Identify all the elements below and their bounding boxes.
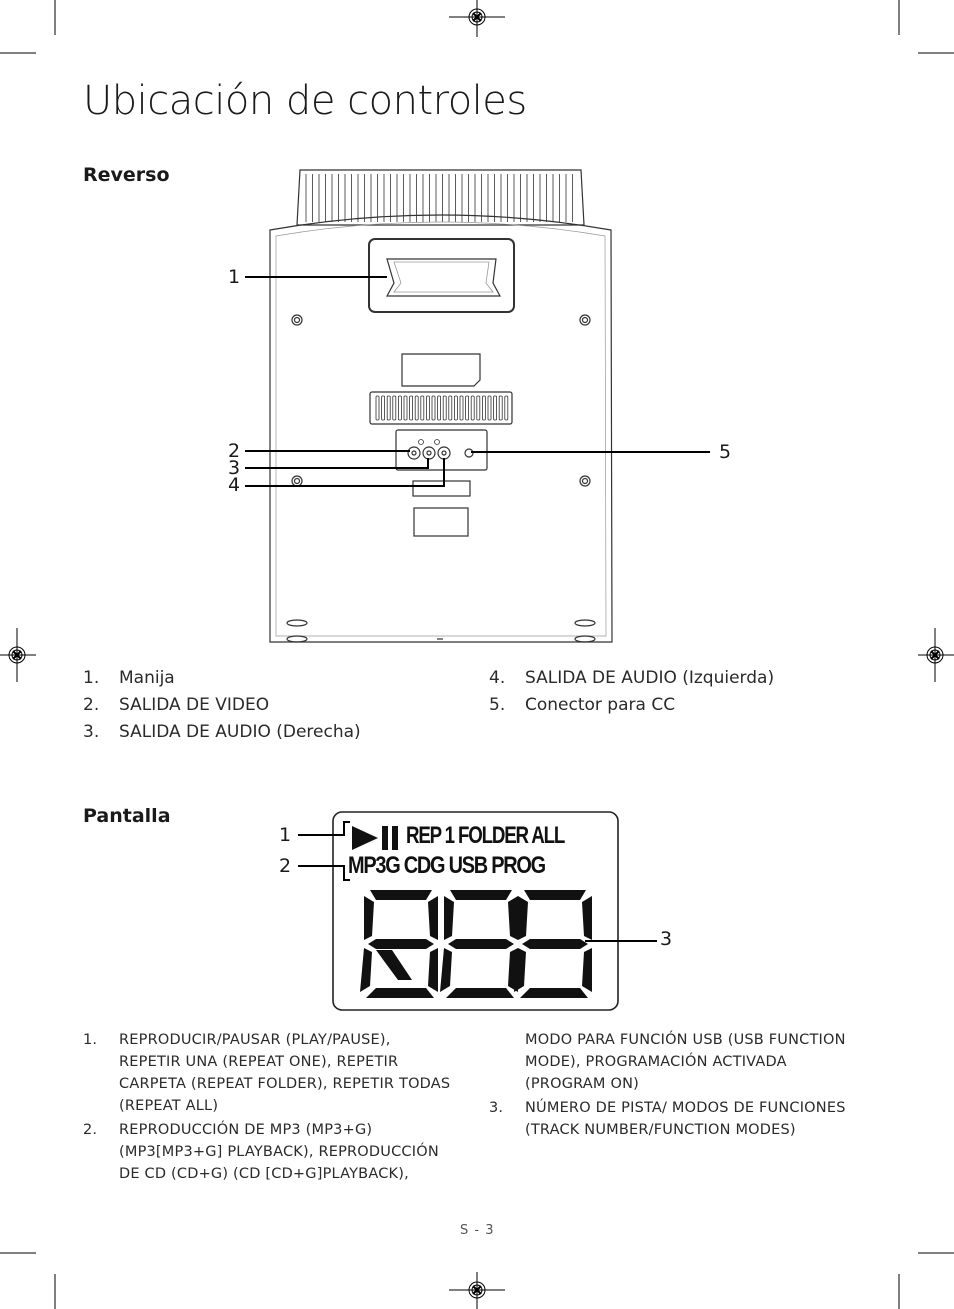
list-item: 1. Manija xyxy=(83,668,175,688)
list-item: 2. SALIDA DE VIDEO xyxy=(83,695,270,715)
lcd-row-1: REP 1 FOLDER ALL xyxy=(406,822,565,849)
list-item: 5. Conector para CC xyxy=(489,695,676,715)
page-number: S - 3 xyxy=(460,1223,495,1238)
display-list-right: MODO PARA FUNCIÓN USB (USB FUNCTION MODE), PROGRAMACIÓN ACTIVADA (PROGRAM ON) 3. NÚMERO DE PISTA/ MODOS DE FUNCIONES (TRACK NUMBER/FUNCTION MODES) xyxy=(489,1032,846,1138)
lcd-row-2: MP3G CDG USB PROG xyxy=(348,852,545,879)
rear-callout-3: 3 xyxy=(228,457,241,479)
display-list-left: 1. REPRODUCIR/PAUSAR (PLAY/PAUSE), REPETIR UNA (REPEAT ONE), REPETIR CARPETA (REPEAT FOLDER), REPETIR TODAS (REPEAT ALL) 2. REPRODUCCIÓN DE MP3 (MP3+G) (MP3[MP3+G] PLAYBACK), REPRODUCCIÓN DE CD (CD+G) (CD [CD+G]PLAYBACK), xyxy=(83,1032,451,1182)
display-heading: Pantalla xyxy=(83,805,171,827)
list-item: 3. SALIDA DE AUDIO (Derecha) xyxy=(83,722,361,742)
rear-callout-1: 1 xyxy=(228,266,241,288)
display-callout-1: 1 xyxy=(279,824,292,846)
rear-heading: Reverso xyxy=(83,164,170,186)
rear-callout-5: 5 xyxy=(719,441,732,463)
display-callout-2: 2 xyxy=(279,855,292,877)
rear-callout-4: 4 xyxy=(228,474,241,496)
rear-callout-2: 2 xyxy=(228,440,241,462)
display-callout-3: 3 xyxy=(660,928,673,950)
page-title: Ubicación de controles xyxy=(83,78,527,124)
list-item: 4. SALIDA DE AUDIO (Izquierda) xyxy=(489,668,775,688)
